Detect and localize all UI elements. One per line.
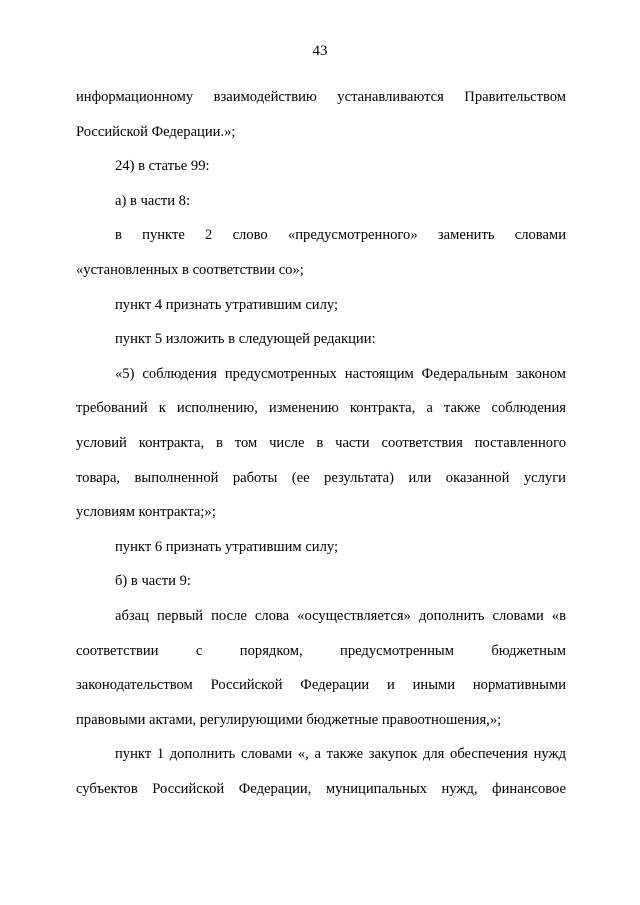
text-line: соответствии с порядком, предусмотренным бюджетным [76, 642, 566, 659]
document-body [76, 80, 566, 806]
text-line: 24) в статье 99: [115, 158, 210, 175]
text-line: «5) соблюдения предусмотренных настоящим Федеральным законом [115, 365, 566, 382]
text-line: Российской Федерации.»; [76, 123, 236, 140]
text-line: пункт 5 изложить в следующей редакции: [115, 331, 376, 348]
text-line: пункт 6 признать утратившим силу; [115, 538, 339, 555]
text-line: товара, выполненной работы (ее результата) или оказанной услуги [76, 469, 566, 486]
text-line: пункт 1 дополнить словами «, а также закупок для обеспечения нужд [115, 746, 566, 763]
text-line: пункт 4 признать утратившим силу; [115, 296, 339, 313]
text-line: в пункте 2 слово «предусмотренного» заменить словами [115, 227, 566, 244]
text-line: а) в части 8: [115, 192, 191, 209]
text-line: «установленных в соответствии со»; [76, 261, 304, 278]
text-line: условиям контракта;»; [76, 504, 216, 521]
page-number: 43 [312, 43, 328, 59]
text-line: законодательством Российской Федерации и иными нормативными [76, 677, 566, 694]
text-line: требований к исполнению, изменению контракта, а также соблюдения [76, 400, 566, 417]
text-line: условий контракта, в том числе в части соответствия поставленного [76, 434, 566, 451]
text-line: информационному взаимодействию устанавливаются Правительством [76, 89, 566, 105]
text-line: субъектов Российской Федерации, муниципальных нужд, финансовое [76, 780, 566, 797]
text-line: абзац первый после слова «осуществляется» дополнить словами «в [115, 607, 566, 624]
text-line: б) в части 9: [115, 573, 191, 590]
text-line: правовыми актами, регулирующими бюджетные правоотношения,»; [76, 711, 502, 728]
